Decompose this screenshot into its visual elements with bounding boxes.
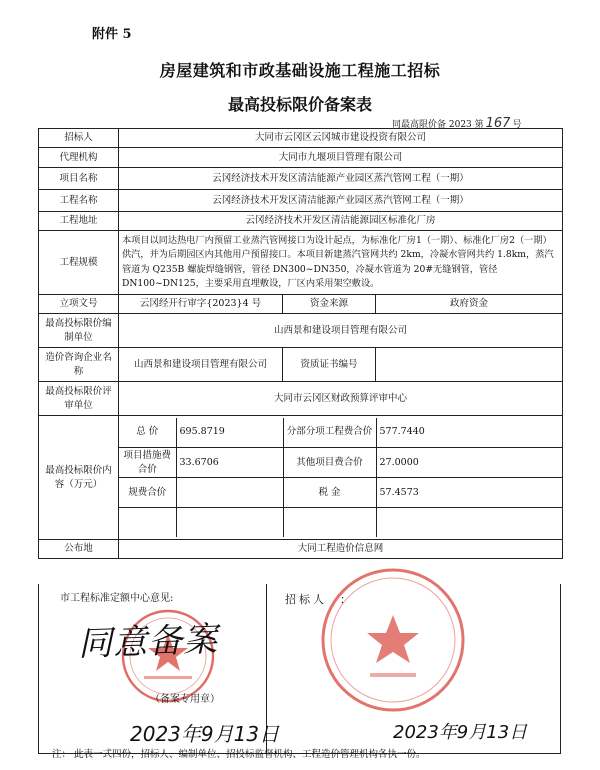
empty-cell <box>119 508 176 538</box>
engineering-name-label: 工程名称 <box>39 190 119 212</box>
cert-label: 资质证书编号 <box>283 348 376 382</box>
scope-label: 工程规模 <box>39 231 119 295</box>
serial-handwritten-number: 167 <box>485 116 511 131</box>
consult-label: 造价咨询企业名称 <box>39 348 119 382</box>
other-cost-value: 27.0000 <box>376 447 563 478</box>
price-label: 最高投标限价内容（万元） <box>39 416 119 540</box>
fee-value <box>176 478 283 508</box>
filing-table <box>38 128 563 559</box>
attachment-label: 附件 5 <box>92 27 132 42</box>
engineering-name-value: 云冈经济技术开发区清洁能源产业园区蒸汽管网工程（一期） <box>119 190 563 212</box>
project-name-value: 云冈经济技术开发区清洁能源产业园区蒸汽管网工程（一期） <box>119 168 563 190</box>
footer-note: 注： 此表一式四份，招标人、编制单位、招投标监督机构、工程造价管理机构各执一份。 <box>52 749 426 760</box>
tax-value: 57.4573 <box>376 478 563 508</box>
total-price-label: 总 价 <box>119 418 176 448</box>
quota-center-date: 2023年9月13日 <box>130 722 280 746</box>
fund-source-label: 资金来源 <box>283 295 376 314</box>
tenderer-label: 招标人 <box>39 129 119 148</box>
handwritten-signature: 同意备案 <box>77 619 219 665</box>
consult-value: 山西景和建设项目管理有限公司 <box>119 348 283 382</box>
title-line-2: 最高投标限价备案表 <box>227 95 372 114</box>
fund-source-value: 政府资金 <box>376 295 563 314</box>
tenderer-sign-label: 招标人 <box>285 593 327 606</box>
tenderer-sign-colon: ： <box>340 593 351 606</box>
agent-value: 大同市九堰项目管理有限公司 <box>119 148 563 168</box>
tenderer-date: 2023年9月13日 <box>393 722 528 743</box>
fee-label: 规费合价 <box>119 478 176 508</box>
filing-seal-caption: （备案专用章） <box>150 694 220 705</box>
cert-value <box>376 348 563 382</box>
title-line-1: 房屋建筑和市政基础设施工程施工招标 <box>159 61 441 80</box>
empty-cell <box>176 508 283 538</box>
price-grid <box>119 418 563 538</box>
tenderer-value: 大同市云冈区云冈城市建设投资有限公司 <box>119 129 563 148</box>
total-price-value: 695.8719 <box>176 418 283 448</box>
tenderer-stamp-icon <box>318 565 468 715</box>
subitem-cost-label: 分部分项工程费合价 <box>283 418 376 448</box>
agent-label: 代理机构 <box>39 148 119 168</box>
serial-suffix: 号 <box>512 120 522 130</box>
approval-value: 云冈经开行审字{2023}4 号 <box>119 295 283 314</box>
publicity-label: 公布地 <box>39 540 119 559</box>
project-name-label: 项目名称 <box>39 168 119 190</box>
other-cost-label: 其他项目费合价 <box>283 447 376 478</box>
tax-label: 税 金 <box>283 478 376 508</box>
address-value: 云冈经济技术开发区清洁能源园区标准化厂房 <box>119 212 563 231</box>
approval-label: 立项文号 <box>39 295 119 314</box>
compiler-label: 最高投标限价编制单位 <box>39 314 119 348</box>
empty-cell <box>376 508 563 538</box>
quota-center-opinion-label: 市工程标准定额中心意见: <box>60 593 174 604</box>
compiler-value: 山西景和建设项目管理有限公司 <box>119 314 563 348</box>
measure-cost-label: 项目措施费合价 <box>119 447 176 478</box>
empty-cell <box>283 508 376 538</box>
measure-cost-value: 33.6706 <box>176 447 283 478</box>
subitem-cost-value: 577.7440 <box>376 418 563 448</box>
serial-prefix: 同最高限价备 2023 第 <box>392 120 484 130</box>
scope-value: 本项目以同达热电厂内预留工业蒸汽管网接口为设计起点，为标准化厂房1（一期）、标准化厂房2（一期）供汽，并为后期园区内其他用户预留接口。本项目新建蒸汽管网共约 2km，冷凝水管网共约 1.8km，蒸汽管道为 Q235B 螺旋焊缝钢管，管径 DN300~DN350，冷凝水管道为 20#无缝钢管，管径 DN100~DN125，主要采用直埋敷设，厂区内采用架空敷设。 <box>119 231 563 295</box>
address-label: 工程地址 <box>39 212 119 231</box>
reviewer-value: 大同市云冈区财政预算评审中心 <box>119 382 563 416</box>
reviewer-label: 最高投标限价评审单位 <box>39 382 119 416</box>
price-grid-cell <box>119 416 563 540</box>
publicity-value: 大同工程造价信息网 <box>119 540 563 559</box>
